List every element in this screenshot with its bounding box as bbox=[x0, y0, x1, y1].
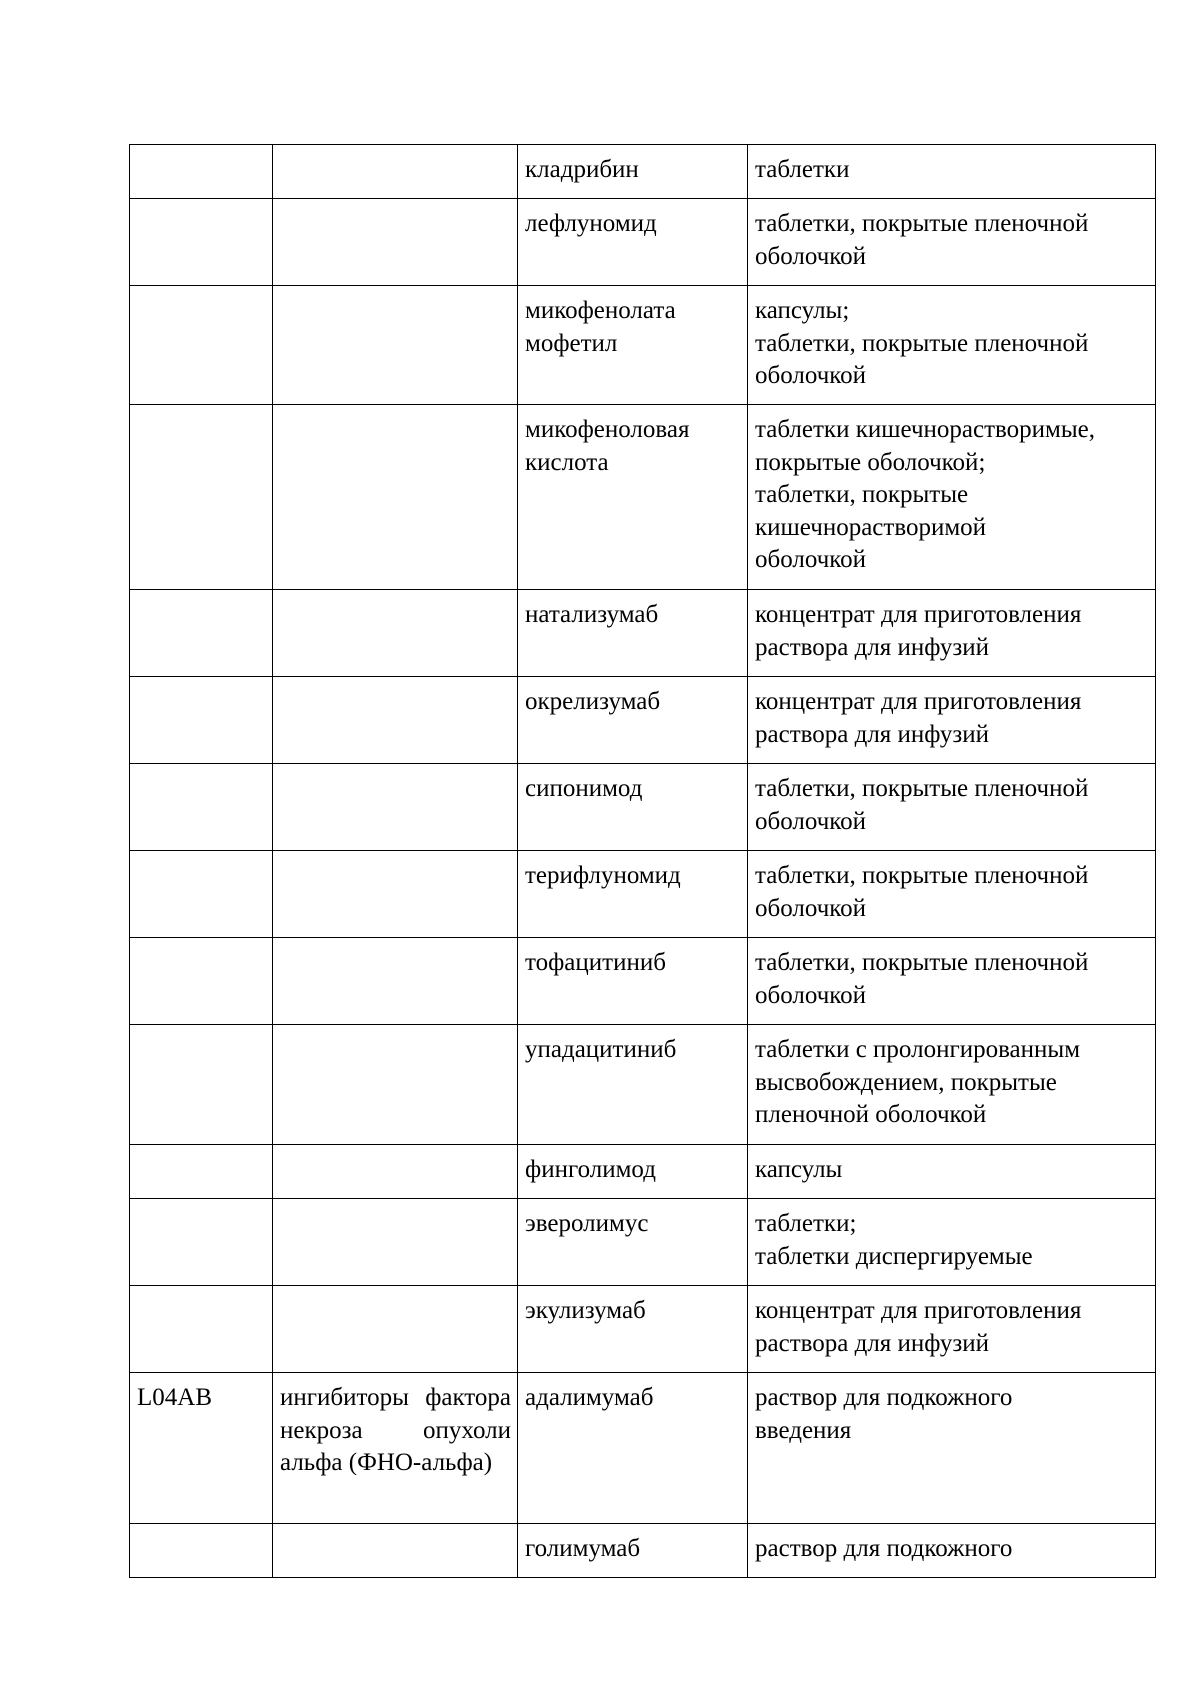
drug-name-cell: кладрибин bbox=[518, 145, 748, 199]
drug-name-cell: экулизумаб bbox=[518, 1286, 748, 1373]
atc-code-cell bbox=[130, 938, 273, 1025]
table-row bbox=[130, 677, 1156, 764]
table-row bbox=[130, 286, 1156, 405]
drug-name-cell: сипонимод bbox=[518, 764, 748, 851]
dosage-form-line: таблетки, покрытые пленочной bbox=[755, 775, 1089, 802]
dosage-form-line: таблетки, покрытые пленочной bbox=[755, 329, 1089, 357]
atc-code-cell bbox=[130, 764, 273, 851]
table-row bbox=[130, 405, 1156, 590]
atc-code-cell bbox=[130, 199, 273, 286]
dosage-form-cell bbox=[748, 286, 1156, 405]
group-cell bbox=[273, 145, 518, 199]
dosage-form-cell bbox=[748, 1199, 1156, 1286]
drug-name-cell: тофацитиниб bbox=[518, 938, 748, 1025]
atc-code-cell bbox=[130, 145, 273, 199]
dosage-form-line: таблетки диспергируемые bbox=[755, 1242, 1033, 1270]
table-row bbox=[130, 851, 1156, 938]
dosage-form-line: введения bbox=[755, 1416, 852, 1444]
table-row bbox=[130, 764, 1156, 851]
dosage-form-line: оболочкой bbox=[755, 981, 867, 1009]
group-cell bbox=[273, 199, 518, 286]
atc-code-cell bbox=[130, 1199, 273, 1286]
dosage-form-line: таблетки, покрытые пленочной bbox=[755, 949, 1089, 976]
atc-code-cell bbox=[130, 851, 273, 938]
medication-table bbox=[129, 144, 1156, 1578]
dosage-form-cell bbox=[748, 590, 1156, 677]
dosage-form-line: покрытые оболочкой; bbox=[755, 448, 986, 476]
drug-name-cell: окрелизумаб bbox=[518, 677, 748, 764]
group-cell: ингибиторы фактора некроза опухоли альфа (ФНО-альфа) bbox=[273, 1373, 518, 1524]
table-row bbox=[130, 1199, 1156, 1286]
dosage-form-line: концентрат для приготовления bbox=[755, 601, 1082, 628]
atc-code-cell bbox=[130, 677, 273, 764]
atc-code-cell bbox=[130, 1025, 273, 1145]
dosage-form-line: оболочкой bbox=[755, 546, 867, 573]
group-cell bbox=[273, 851, 518, 938]
table-row bbox=[130, 1145, 1156, 1199]
dosage-form-line: таблетки с пролонгированным bbox=[755, 1036, 1081, 1063]
table-body bbox=[130, 145, 1156, 1578]
dosage-form-line: таблетки bbox=[755, 156, 850, 183]
dosage-form-cell bbox=[748, 1286, 1156, 1373]
group-cell bbox=[273, 677, 518, 764]
table-row bbox=[130, 1025, 1156, 1145]
dosage-form-cell bbox=[748, 405, 1156, 590]
dosage-form-line: раствора для инфузий bbox=[755, 1329, 990, 1357]
dosage-form-cell bbox=[748, 938, 1156, 1025]
dosage-form-line: кишечнорастворимой bbox=[755, 513, 987, 541]
dosage-form-cell bbox=[748, 851, 1156, 938]
table-row bbox=[130, 1373, 1156, 1524]
atc-code-cell bbox=[130, 286, 273, 405]
atc-code-cell bbox=[130, 1286, 273, 1373]
group-cell bbox=[273, 938, 518, 1025]
dosage-form-line: раствора для инфузий bbox=[755, 633, 990, 661]
drug-name-cell: натализумаб bbox=[518, 590, 748, 677]
atc-code-cell bbox=[130, 1145, 273, 1199]
dosage-form-line: раствор для подкожного bbox=[755, 1535, 1013, 1562]
drug-name-cell: голимумаб bbox=[518, 1524, 748, 1578]
dosage-form-line: пленочной оболочкой bbox=[755, 1101, 987, 1128]
dosage-form-line: высвобождением, покрытые bbox=[755, 1068, 1057, 1096]
dosage-form-line: капсулы; bbox=[755, 297, 850, 324]
dosage-form-line: оболочкой bbox=[755, 242, 867, 270]
atc-code-cell: L04AB bbox=[130, 1373, 273, 1524]
table-row bbox=[130, 590, 1156, 677]
group-cell bbox=[273, 286, 518, 405]
drug-name-cell: адалимумаб bbox=[518, 1373, 748, 1524]
group-cell bbox=[273, 405, 518, 590]
dosage-form-cell bbox=[748, 1373, 1156, 1524]
drug-name-cell: микофенолата мофетил bbox=[518, 286, 748, 405]
dosage-form-line: оболочкой bbox=[755, 894, 867, 922]
table-row bbox=[130, 1286, 1156, 1373]
dosage-form-line: концентрат для приготовления bbox=[755, 1297, 1082, 1324]
dosage-form-line: таблетки кишечнорастворимые, bbox=[755, 416, 1095, 443]
atc-code-cell bbox=[130, 590, 273, 677]
dosage-form-cell bbox=[748, 1524, 1156, 1578]
dosage-form-line: капсулы bbox=[755, 1156, 843, 1183]
dosage-form-cell bbox=[748, 677, 1156, 764]
group-cell bbox=[273, 764, 518, 851]
group-cell bbox=[273, 590, 518, 677]
atc-code-cell bbox=[130, 1524, 273, 1578]
dosage-form-cell bbox=[748, 1025, 1156, 1145]
dosage-form-line: раствора для инфузий bbox=[755, 720, 990, 748]
dosage-form-line: таблетки, покрытые пленочной bbox=[755, 862, 1089, 889]
group-cell bbox=[273, 1286, 518, 1373]
dosage-form-line: оболочкой bbox=[755, 362, 867, 389]
dosage-form-cell bbox=[748, 1145, 1156, 1199]
table-row bbox=[130, 145, 1156, 199]
group-cell bbox=[273, 1524, 518, 1578]
drug-name-cell: финголимод bbox=[518, 1145, 748, 1199]
group-cell bbox=[273, 1025, 518, 1145]
drug-name-cell: эверолимус bbox=[518, 1199, 748, 1286]
table-row bbox=[130, 938, 1156, 1025]
dosage-form-line: таблетки; bbox=[755, 1210, 857, 1237]
drug-name-cell: лефлуномид bbox=[518, 199, 748, 286]
table-row bbox=[130, 1524, 1156, 1578]
atc-code-cell bbox=[130, 405, 273, 590]
dosage-form-line: оболочкой bbox=[755, 807, 867, 835]
table-row bbox=[130, 199, 1156, 286]
drug-name-cell: терифлуномид bbox=[518, 851, 748, 938]
dosage-form-line: раствор для подкожного bbox=[755, 1384, 1013, 1411]
drug-name-cell: микофеноловая кислота bbox=[518, 405, 748, 590]
dosage-form-cell bbox=[748, 764, 1156, 851]
dosage-form-line: таблетки, покрытые пленочной bbox=[755, 210, 1089, 237]
dosage-form-line: концентрат для приготовления bbox=[755, 688, 1082, 715]
group-cell bbox=[273, 1199, 518, 1286]
dosage-form-cell bbox=[748, 199, 1156, 286]
dosage-form-cell bbox=[748, 145, 1156, 199]
drug-name-cell: упадацитиниб bbox=[518, 1025, 748, 1145]
dosage-form-line: таблетки, покрытые bbox=[755, 481, 969, 508]
group-cell bbox=[273, 1145, 518, 1199]
